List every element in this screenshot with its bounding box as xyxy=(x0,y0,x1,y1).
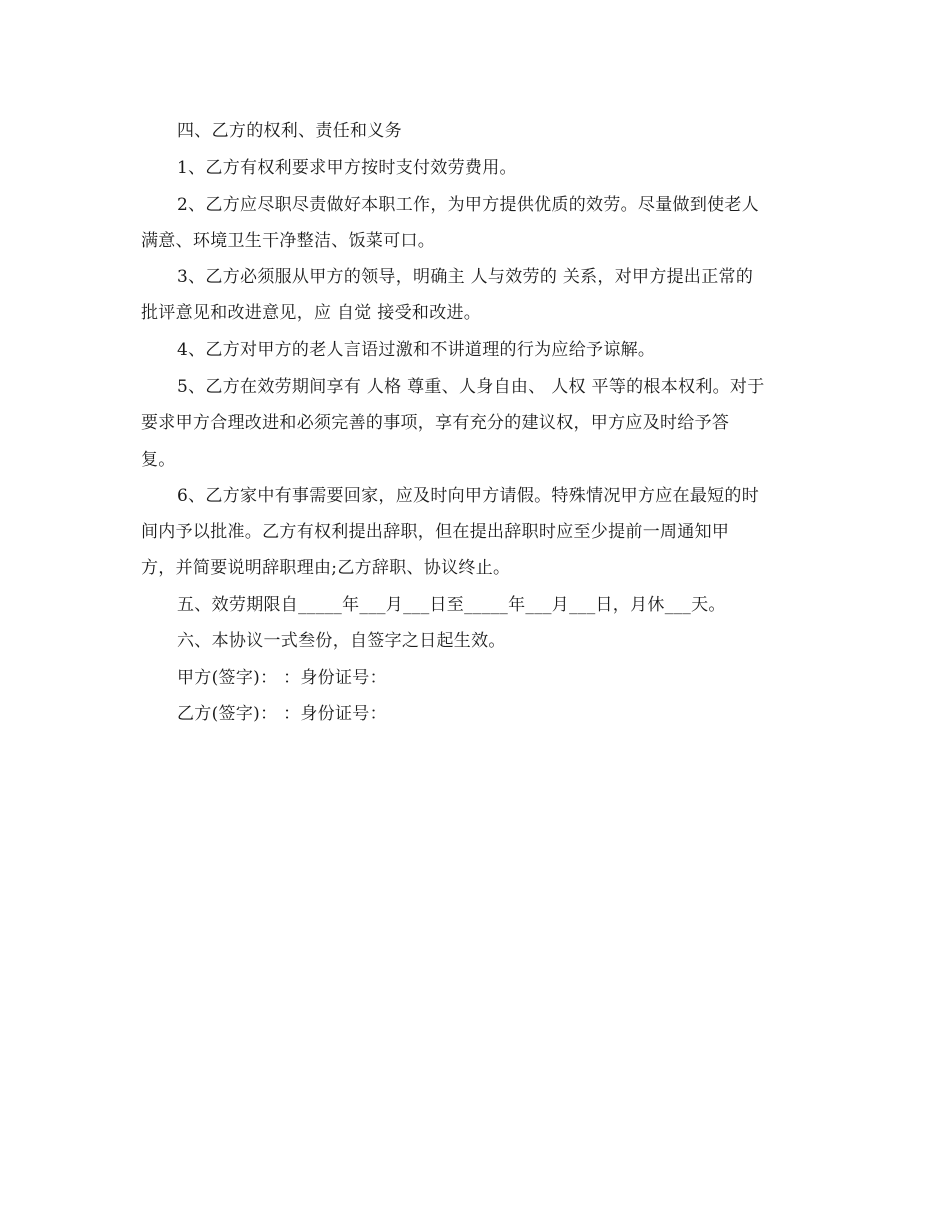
clause-6-line-3: 方，并简要说明辞职理由;乙方辞职、协议终止。 xyxy=(141,558,511,578)
clause-6-line-1: 6、乙方家中有事需要回家，应及时向甲方请假。特殊情况甲方应在最短的时 xyxy=(177,486,760,506)
clause-5-line-1: 5、乙方在效劳期间享有 人格 尊重、人身自由、 人权 平等的根本权利。对于 xyxy=(177,377,765,397)
party-a-signature-line: 甲方(签字)： ：身份证号： xyxy=(177,668,387,688)
clause-3-line-2: 批评意见和改进意见，应 自觉 接受和改进。 xyxy=(141,303,482,323)
clause-4: 4、乙方对甲方的老人言语过激和不讲道理的行为应给予谅解。 xyxy=(177,340,656,360)
clause-1: 1、乙方有权利要求甲方按时支付效劳费用。 xyxy=(177,158,517,178)
section-6-effective: 六、本协议一式叁份，自签字之日起生效。 xyxy=(177,631,506,651)
clause-5-line-2: 要求甲方合理改进和必须完善的事项，享有充分的建议权，甲方应及时给予答 xyxy=(141,413,730,433)
clause-2-line-2: 满意、环境卫生干净整洁、饭菜可口。 xyxy=(141,231,436,251)
party-b-signature-line: 乙方(签字)： ：身份证号： xyxy=(177,704,387,724)
clause-3-line-1: 3、乙方必须服从甲方的领导，明确主 人与效劳的 关系，对甲方提出正常的 xyxy=(177,267,754,287)
section-4-heading: 四、乙方的权利、责任和义务 xyxy=(177,121,402,141)
clause-6-line-2: 间内予以批准。乙方有权利提出辞职，但在提出辞职时应至少提前一周通知甲 xyxy=(141,522,730,542)
section-5-service-period: 五、效劳期限自_____年___月___日至_____年___月___日，月休___天。 xyxy=(177,595,726,615)
clause-2-line-1: 2、乙方应尽职尽责做好本职工作，为甲方提供优质的效劳。尽量做到使老人 xyxy=(177,195,760,215)
clause-5-line-3: 复。 xyxy=(141,450,176,470)
